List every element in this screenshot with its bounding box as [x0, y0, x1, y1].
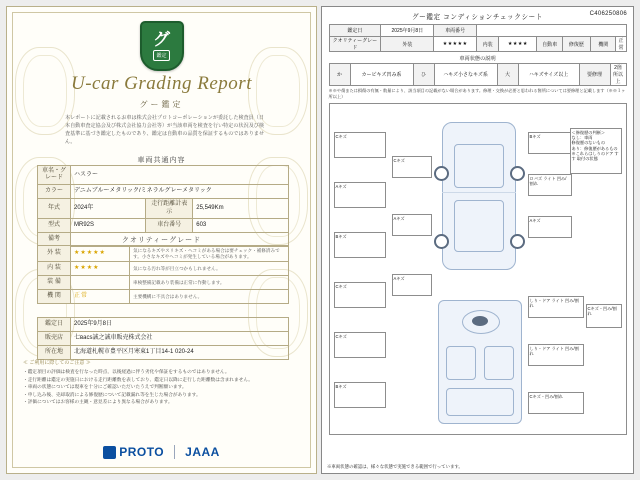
table-row: [329, 25, 626, 37]
sheet-header-table: [329, 24, 627, 52]
table-row: [38, 262, 289, 276]
row-value: 2025年9月8日: [71, 318, 289, 332]
notice-line: ・鑑定項目の評価は検査を行なった時点、以後経過に伴う劣化や保証をするものではありません。: [23, 369, 230, 374]
damage-note-cell: Cキズ・凹み/割れ: [528, 392, 584, 414]
row-note: 車検整備記載あり装備は正常に作動します。: [130, 276, 289, 290]
damage-note-cell: しり・ドア ライト 凹み/割れ: [528, 296, 584, 318]
damage-note-cell: Cキズ: [334, 282, 386, 308]
row-value: 北海道札幌市豊平区月寒東1丁目14-1 020-24: [71, 346, 289, 360]
header-value: 正常: [616, 37, 626, 52]
grading-crest-icon: [140, 21, 184, 71]
seat-left: [446, 346, 476, 380]
table-row: [329, 64, 626, 86]
row-key: 型式: [38, 218, 71, 232]
table-row: [38, 346, 289, 360]
row-key: 装 備: [38, 276, 71, 290]
logo-row: [7, 445, 316, 459]
sheet-code: C406250806: [589, 11, 627, 17]
legend-cell: 大: [497, 64, 518, 86]
repair-note-line: ※これらはしりのドア すす 取付の状態: [571, 150, 619, 161]
header-cell: クオリティーグレード: [329, 37, 381, 52]
legend-cell: 2箇所以上: [610, 64, 626, 86]
table-row: [38, 290, 289, 304]
notice-line: ・申し込み後、売却取消による修復歴について記載漏れ等を生じた場合があります。: [23, 391, 201, 397]
crest-sub-label: 鑑定: [153, 50, 169, 61]
damage-note-cell: Aキズ: [334, 182, 386, 208]
row-key: 機 関: [38, 290, 71, 304]
header-value: 2025年9月8日: [381, 25, 434, 37]
car-divider-line: [442, 192, 516, 193]
logo-divider: [174, 445, 175, 459]
notice-heading: ≪ ご利用に際してのご注意 ≫: [23, 360, 91, 366]
vehicle-info-heading: 車両共通内容: [137, 157, 186, 164]
row-key: 所在地: [38, 346, 71, 360]
row-value: ハスラー: [71, 166, 289, 185]
row-value: 2024年: [71, 199, 146, 218]
damage-note-cell: Cキズ: [334, 132, 386, 158]
notice-line: ・評価についてはお客様の主観・意見差により異なる場合があります。: [23, 399, 173, 405]
rating-stars: ★★★★★: [71, 246, 130, 262]
proto-mark-icon: [103, 446, 116, 459]
table-row: [38, 276, 289, 290]
repair-note-line: なし：車両: [571, 135, 593, 140]
damage-note-cell: Bキズ: [528, 132, 572, 154]
wheel-rear-right-icon: [510, 234, 525, 249]
row-key: 車名・グレード: [38, 166, 71, 185]
damage-note-cell: Aキズ: [392, 274, 432, 296]
damage-note-cell: Aキズ: [528, 216, 572, 238]
damage-note-cell: しり・ドア ライト 凹み/割れ: [528, 344, 584, 366]
row-key: 外 装: [38, 246, 71, 262]
row-note: 気になるキズやスリキズ・ヘコミがある場合は要チェック・補修済みです。小さなキズやヘコミが発生している場合があります。: [130, 246, 289, 262]
legend-cell: ハキズ小さなキズ系: [434, 64, 497, 86]
certificate-subtitle: グー鑑定: [139, 100, 184, 109]
sheet-title: グー鑑定 コンディションチェックシート: [411, 14, 544, 21]
repair-note-line: あり：修復歴があるもの: [571, 145, 618, 151]
row-value: デニムブルーメタリック/ミネラルグレーメタリック: [71, 185, 289, 199]
steering-hub-icon: [472, 316, 488, 326]
row-value: 七васs誠之誠車販売株式会社: [71, 332, 289, 346]
rating-stars: 正常: [71, 290, 130, 304]
table-row: [38, 332, 289, 346]
notice-line: ・走行距離は鑑定の実施日における走行距離数を表しており、鑑定日以降に走行した距離数は含まれません。: [23, 376, 253, 382]
legend-table: [329, 63, 627, 86]
wheel-front-left-icon: [434, 166, 449, 181]
car-roof: [454, 200, 504, 252]
wheel-front-right-icon: [510, 166, 525, 181]
legend-cell: ひ: [413, 64, 434, 86]
damage-note-cell: Aキズ: [392, 214, 432, 236]
crest-main-label: グ: [153, 30, 170, 49]
proto-logo: [103, 445, 164, 459]
legend-cell: 要修理: [579, 64, 610, 86]
legend-cell: か: [329, 64, 350, 86]
header-cell: 機関: [591, 37, 616, 52]
seat-right: [484, 346, 514, 380]
table-row: [38, 218, 289, 232]
legend-note: ※※や傷または損傷の有無・数量により、該当項目の記載がない場合があります。修理・交換が必要と思われる箇所については要修理と記載します（※※１ヶ所以上）: [328, 88, 626, 99]
rating-stars: ★★★★: [71, 262, 130, 276]
table-row: [38, 199, 289, 218]
damage-note-cell: Cキズ: [392, 156, 432, 178]
header-value: [476, 25, 626, 37]
legend-cell: ハキズサイズ以上: [518, 64, 579, 86]
row-note: 気になる汚れ等が目立つかもしれません。: [130, 262, 289, 276]
row-key-2: 走行距離計表示: [146, 199, 193, 218]
header-cell: 鑑定日: [329, 25, 381, 37]
vehicle-diagram: [329, 103, 627, 435]
table-row: [38, 166, 289, 185]
row-key: 内 装: [38, 262, 71, 276]
damage-note-cell: ロバズ ライト 凹み/割れ: [528, 174, 572, 196]
certificate-notice: [23, 359, 300, 406]
rating-stars: [71, 276, 130, 290]
rear-seat: [446, 388, 514, 416]
quality-grade-table: [37, 245, 289, 304]
grading-certificate: [6, 6, 317, 474]
car-hood: [454, 144, 504, 188]
wheel-rear-left-icon: [434, 234, 449, 249]
certificate-footer-table: [37, 317, 289, 360]
header-cell: 外装: [381, 37, 434, 52]
proto-logo-label: PROTO: [119, 445, 165, 459]
row-key: 備考: [38, 232, 71, 246]
header-cell: 車両番号: [434, 25, 476, 37]
condition-check-sheet: [321, 6, 634, 474]
row-value: MR92S: [71, 218, 146, 232]
jaaa-logo-label: JAAA: [185, 445, 220, 459]
interior-rating: ★★★★: [499, 37, 537, 52]
repair-note-title: ＜修復歴の判断＞: [571, 129, 606, 135]
damage-note-cell: Cキズ: [334, 332, 386, 358]
row-value-2: 25,549Km: [193, 199, 289, 218]
header-cell: 自動車: [537, 37, 562, 52]
damage-note-cell: Bキズ: [334, 382, 386, 408]
legend-cell: カービキズ凹み系: [350, 64, 413, 86]
row-key: 鑑定日: [38, 318, 71, 332]
row-key: カラー: [38, 185, 71, 199]
row-note: 主要機構に不具合はありません。: [130, 290, 289, 304]
certificate-intro-text: 本レポートに記載されるお車は株式会社プロトコーポレーションが委託した検査員（日本自動車査定協会及び株式会社協力会社等）が当該車両を検査を行い特定の状況及び検査基準に基づき鑑定したものであり、鑑定は自動車の品質を保証するものではありません。: [65, 115, 264, 145]
sheet-bottom-note: ※車両状態の確認は、様々な状態で実施できる範囲で行っています。: [327, 464, 463, 469]
table-row: [38, 185, 289, 199]
certificate-title: U-car Grading Report: [71, 73, 252, 94]
row-key: 年式: [38, 199, 71, 218]
row-value-2: 603: [193, 218, 289, 232]
header-cell: 修復歴: [562, 37, 590, 52]
table-row: [329, 37, 626, 52]
repair-note-line: 修復歴のないもの: [571, 140, 606, 146]
repair-history-note: [570, 128, 622, 174]
damage-note-cell: Cキズ・凹み/割れ: [586, 304, 622, 328]
row-key: 販売店: [38, 332, 71, 346]
notice-line: ・車両の状態については現車を十分にご確認いただいたうえで判断願います。: [23, 384, 187, 390]
table-row: [38, 246, 289, 262]
damage-note-cell: Bキズ: [334, 232, 386, 258]
explain-title: 車両状態の説明: [459, 56, 496, 62]
exterior-rating: ★★★★★: [434, 37, 476, 52]
header-cell: 内装: [476, 37, 498, 52]
table-row: [38, 318, 289, 332]
quality-grade-heading: クオリティーグレード: [121, 237, 202, 244]
row-key-2: 車台番号: [146, 218, 193, 232]
